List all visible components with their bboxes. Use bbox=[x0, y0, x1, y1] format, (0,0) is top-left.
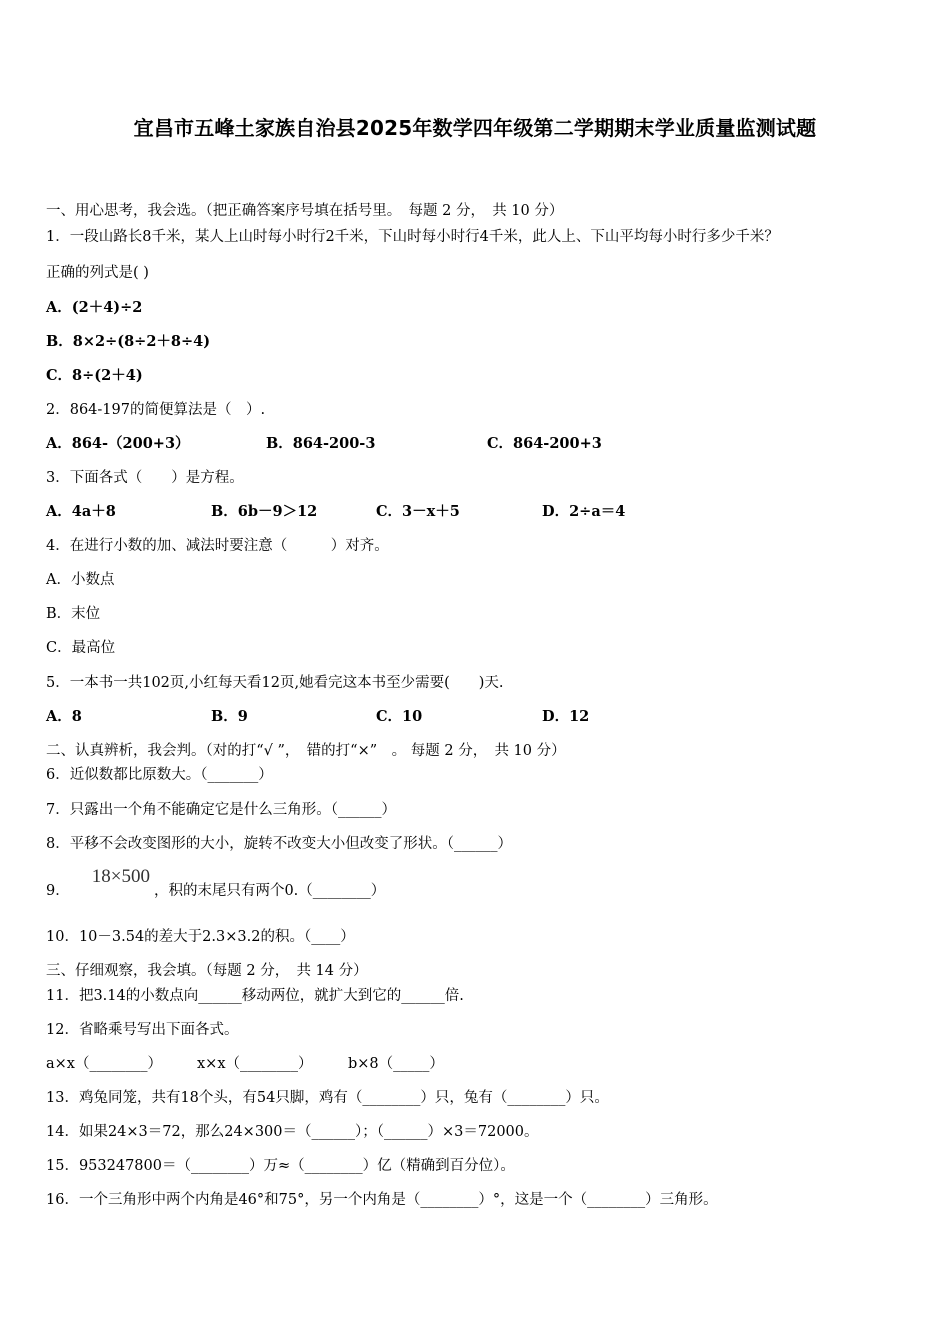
question-2-option-c: C．864-200+3 bbox=[487, 435, 602, 452]
question-15: 15．953247800＝（________）万≈（________）亿（精确到百分位）。 bbox=[46, 1158, 515, 1174]
question-9 bbox=[46, 866, 386, 901]
question-9-expression: 18×500 bbox=[91, 866, 150, 887]
question-1-stem: 1．一段山路长8千米，某人上山时每小时行2千米，下山时每小时行4千米，此人上、下山平均每小时行多少千米？ bbox=[46, 229, 779, 245]
question-5-option-a: A．8 bbox=[46, 708, 82, 725]
question-12-item-b: x×x（________） bbox=[197, 1056, 313, 1072]
question-5-option-c: C．10 bbox=[376, 708, 423, 725]
question-6: 6．近似数都比原数大。（_______） bbox=[46, 767, 273, 783]
exam-title: 宜昌市五峰土家族自治县2025年数学四年级第二学期期末学业质量监测试题 bbox=[133, 116, 817, 140]
question-9-text: ，积的末尾只有两个0.（________） bbox=[153, 883, 386, 899]
question-1-option-b: B．8×2÷(8÷2＋8÷4) bbox=[46, 333, 211, 350]
section-2-heading: 二、认真辨析，我会判。（对的打“√ ”， 错的打“×” 。 每题 2 分， 共 10 分） bbox=[46, 743, 566, 759]
question-4-option-c: C．最高位 bbox=[46, 640, 116, 656]
question-4-option-b: B．末位 bbox=[46, 606, 101, 622]
question-9-number: 9． bbox=[46, 883, 70, 899]
question-2-options bbox=[46, 434, 906, 454]
question-7: 7．只露出一个角不能确定它是什么三角形。（______） bbox=[46, 802, 396, 818]
question-11: 11．把3.14的小数点向______移动两位，就扩大到它的______倍. bbox=[46, 988, 464, 1004]
question-3-option-d: D．2÷a＝4 bbox=[542, 503, 626, 520]
question-5-stem: 5．一本书一共102页,小红每天看12页,她看完这本书至少需要( )天. bbox=[46, 675, 504, 691]
section-3-heading: 三、仔细观察，我会填。（每题 2 分， 共 14 分） bbox=[46, 963, 368, 979]
question-3-options bbox=[46, 502, 906, 522]
question-16: 16．一个三角形中两个内角是46°和75°，另一个内角是（________）°，这是一个（________）三角形。 bbox=[46, 1192, 718, 1208]
question-12-item-c: b×8（_____） bbox=[348, 1056, 444, 1072]
question-12: 12．省略乘号写出下面各式。 bbox=[46, 1022, 239, 1038]
section-1-heading: 一、用心思考，我会选。（把正确答案序号填在括号里。 每题 2 分， 共 10 分） bbox=[46, 203, 564, 219]
question-1-option-c: C．8÷(2＋4) bbox=[46, 367, 143, 384]
question-8: 8．平移不会改变图形的大小，旋转不改变大小但改变了形状。（______） bbox=[46, 836, 512, 852]
question-4-option-a: A．小数点 bbox=[46, 572, 115, 588]
question-1-option-a: A．(2＋4)÷2 bbox=[46, 299, 143, 316]
question-3-option-a: A．4a＋8 bbox=[46, 503, 116, 520]
question-4-stem: 4．在进行小数的加、减法时要注意（ ）对齐。 bbox=[46, 538, 389, 554]
question-2-option-a: A．864-（200+3） bbox=[46, 435, 190, 452]
question-3-stem: 3．下面各式（ ）是方程。 bbox=[46, 470, 244, 486]
question-5-options bbox=[46, 707, 906, 727]
question-1-stem-2: 正确的列式是( ) bbox=[46, 265, 149, 281]
question-5-option-b: B．9 bbox=[211, 708, 248, 725]
question-10: 10．10－3.54的差大于2.3×3.2的积。（____） bbox=[46, 929, 355, 945]
question-2-stem: 2．864-197的简便算法是（ ）. bbox=[46, 402, 266, 418]
question-2-option-b: B．864-200-3 bbox=[266, 435, 376, 452]
question-13: 13．鸡兔同笼，共有18个头，有54只脚，鸡有（________）只，兔有（________）只。 bbox=[46, 1090, 609, 1106]
question-3-option-c: C．3－x＋5 bbox=[376, 503, 460, 520]
question-12-item-a: a×x（________） bbox=[46, 1056, 162, 1072]
question-12-items bbox=[46, 1054, 906, 1074]
question-5-option-d: D．12 bbox=[542, 708, 590, 725]
question-3-option-b: B．6b－9＞12 bbox=[211, 503, 318, 520]
question-14: 14．如果24×3＝72，那么24×300＝（______）；（______）×3＝72000。 bbox=[46, 1124, 539, 1140]
